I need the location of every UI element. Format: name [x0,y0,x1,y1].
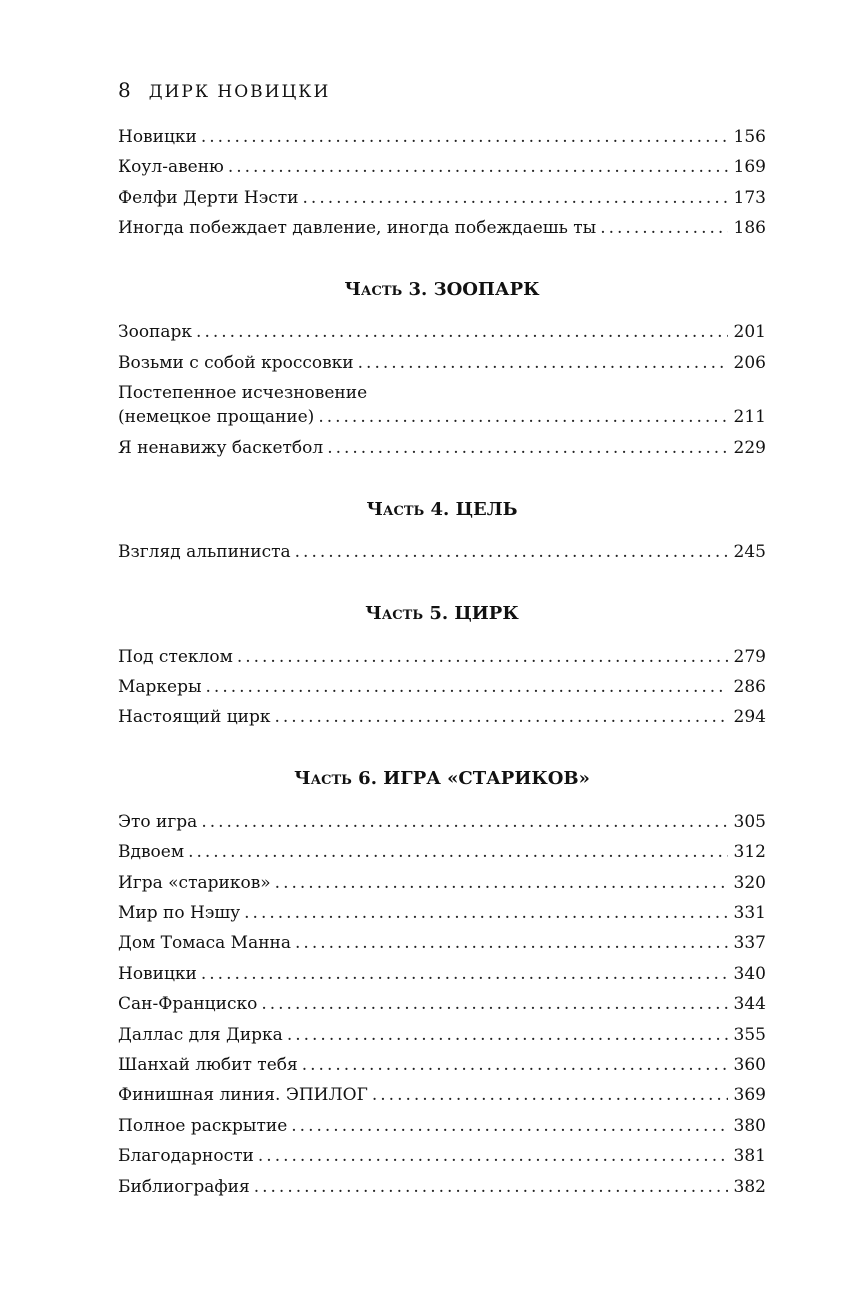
toc-entry [118,156,766,178]
toc-entry [118,932,766,954]
toc-entry-page: 245 [733,542,766,562]
toc-entry-title: Вдвоем [118,842,185,862]
dot-leader [201,963,728,985]
running-head [118,78,330,104]
toc-entry-page: 211 [733,407,766,427]
toc-entry [118,437,766,459]
toc-entry-page: 201 [733,322,766,342]
dot-leader [275,706,728,728]
toc-entry-title: Финишная линия. ЭПИЛОГ [118,1085,368,1105]
toc-entry-title: Я ненавижу баскетбол [118,438,324,458]
toc-entry [118,126,766,148]
toc-entry-page: 312 [733,842,766,862]
part-heading [118,602,766,626]
toc-entry-page: 381 [733,1146,766,1166]
toc-entry [118,811,766,833]
part-heading [118,767,766,791]
toc-entry-page: 286 [733,677,766,697]
toc-entry-page: 169 [733,157,766,177]
dot-leader [237,646,728,668]
toc-entry-title: Настоящий цирк [118,707,271,727]
page-number: 8 [118,78,131,102]
dot-leader [295,932,728,954]
toc-entry [118,902,766,924]
toc-entry-title: Полное раскрытие [118,1116,288,1136]
dot-leader [206,676,728,698]
toc-entry-page: 279 [733,647,766,667]
toc-entry-title: Маркеры [118,677,202,697]
part-heading [118,498,766,522]
dot-leader [600,217,727,239]
part-heading [118,278,766,302]
toc-entry-title: Коул-авеню [118,157,224,177]
toc-entry-title: Это игра [118,812,198,832]
toc-entry-page: 305 [733,812,766,832]
toc-entry [118,841,766,863]
toc-entry [118,1024,766,1046]
toc-entry [118,321,766,343]
toc-entry-title: Мир по Нэшу [118,903,241,923]
part-label: Часть 5. [365,603,449,624]
toc-entry-page: 369 [733,1085,766,1105]
dot-leader [244,902,727,924]
toc-entry-title: Библиография [118,1177,250,1197]
toc-entry-page: 340 [733,964,766,984]
dot-leader [287,1024,728,1046]
toc-entry [118,187,766,209]
dot-leader [295,541,728,563]
part-name: ЦИРК [454,603,519,624]
toc-entry-page: 344 [733,994,766,1014]
toc-entry-title: Фелфи Дерти Нэсти [118,188,299,208]
toc-entry-title: Новицки [118,127,197,147]
toc-entry [118,352,766,374]
toc-entry-title: Дом Томаса Манна [118,933,292,953]
toc-entry [118,706,766,728]
toc-entry [118,993,766,1015]
dot-leader [302,1054,728,1076]
toc-entry-page: 355 [733,1025,766,1045]
toc-entry-title: Благодарности [118,1146,254,1166]
toc-entry-title: Шанхай любит тебя [118,1055,298,1075]
toc-entry-title-line1: Постепенное исчезновение [118,383,368,403]
toc-entry-page: 156 [733,127,766,147]
toc-entry-page: 382 [733,1177,766,1197]
toc-entry-title: Под стеклом [118,647,233,667]
dot-leader [196,321,728,343]
dot-leader [201,811,727,833]
toc-entry-page: 229 [733,438,766,458]
toc-entry [118,676,766,698]
toc-entry-page: 173 [733,188,766,208]
toc-entry-title-line2: (немецкое прощание) [118,407,315,427]
dot-leader [291,1115,727,1137]
part-label: Часть 3. [344,279,428,300]
toc-entry [118,1054,766,1076]
toc-entry [118,872,766,894]
part-name: ИГРА «СТАРИКОВ» [383,768,590,789]
toc-entry-title: Сан-Франциско [118,994,258,1014]
toc-entry-title: Иногда побеждает давление, иногда побеждаешь ты [118,218,597,238]
toc-entry [118,1145,766,1167]
part-name: ЗООПАРК [433,279,540,300]
dot-leader [258,1145,728,1167]
toc-entry [118,646,766,668]
toc-entry-second-line [118,406,766,428]
dot-leader [261,993,727,1015]
dot-leader [228,156,728,178]
toc-entry-page: 294 [733,707,766,727]
part-label: Часть 4. [366,499,450,520]
dot-leader [318,406,727,428]
toc-entry-title: Даллас для Дирка [118,1025,283,1045]
toc-entry-title: Взгляд альпиниста [118,542,291,562]
toc-entry-title: Возьми с собой кроссовки [118,353,354,373]
dot-leader [358,352,728,374]
dot-leader [254,1176,728,1198]
toc-entry-page: 186 [733,218,766,238]
toc-entry [118,963,766,985]
dot-leader [275,872,728,894]
toc-entry-title: Игра «стариков» [118,873,271,893]
toc-entry [118,1084,766,1106]
running-head-author: ДИРК НОВИЦКИ [148,82,331,102]
dot-leader [303,187,728,209]
dot-leader [327,437,727,459]
toc-entry-page: 380 [733,1116,766,1136]
toc-entry-multiline [118,382,766,428]
toc-entry-page: 320 [733,873,766,893]
toc-entry-page: 337 [733,933,766,953]
part-name: ЦЕЛЬ [455,499,518,520]
toc-entry [118,541,766,563]
toc-entry-title: Зоопарк [118,322,193,342]
toc-entry-page: 206 [733,353,766,373]
toc-entry-page: 360 [733,1055,766,1075]
toc-entry-title: Новицки [118,964,197,984]
toc-entry [118,217,766,239]
toc-entry [118,1115,766,1137]
toc-entry [118,1176,766,1198]
dot-leader [188,841,727,863]
part-label: Часть 6. [294,768,377,789]
dot-leader [201,126,728,148]
dot-leader [372,1084,728,1106]
toc-entry-page: 331 [733,903,766,923]
